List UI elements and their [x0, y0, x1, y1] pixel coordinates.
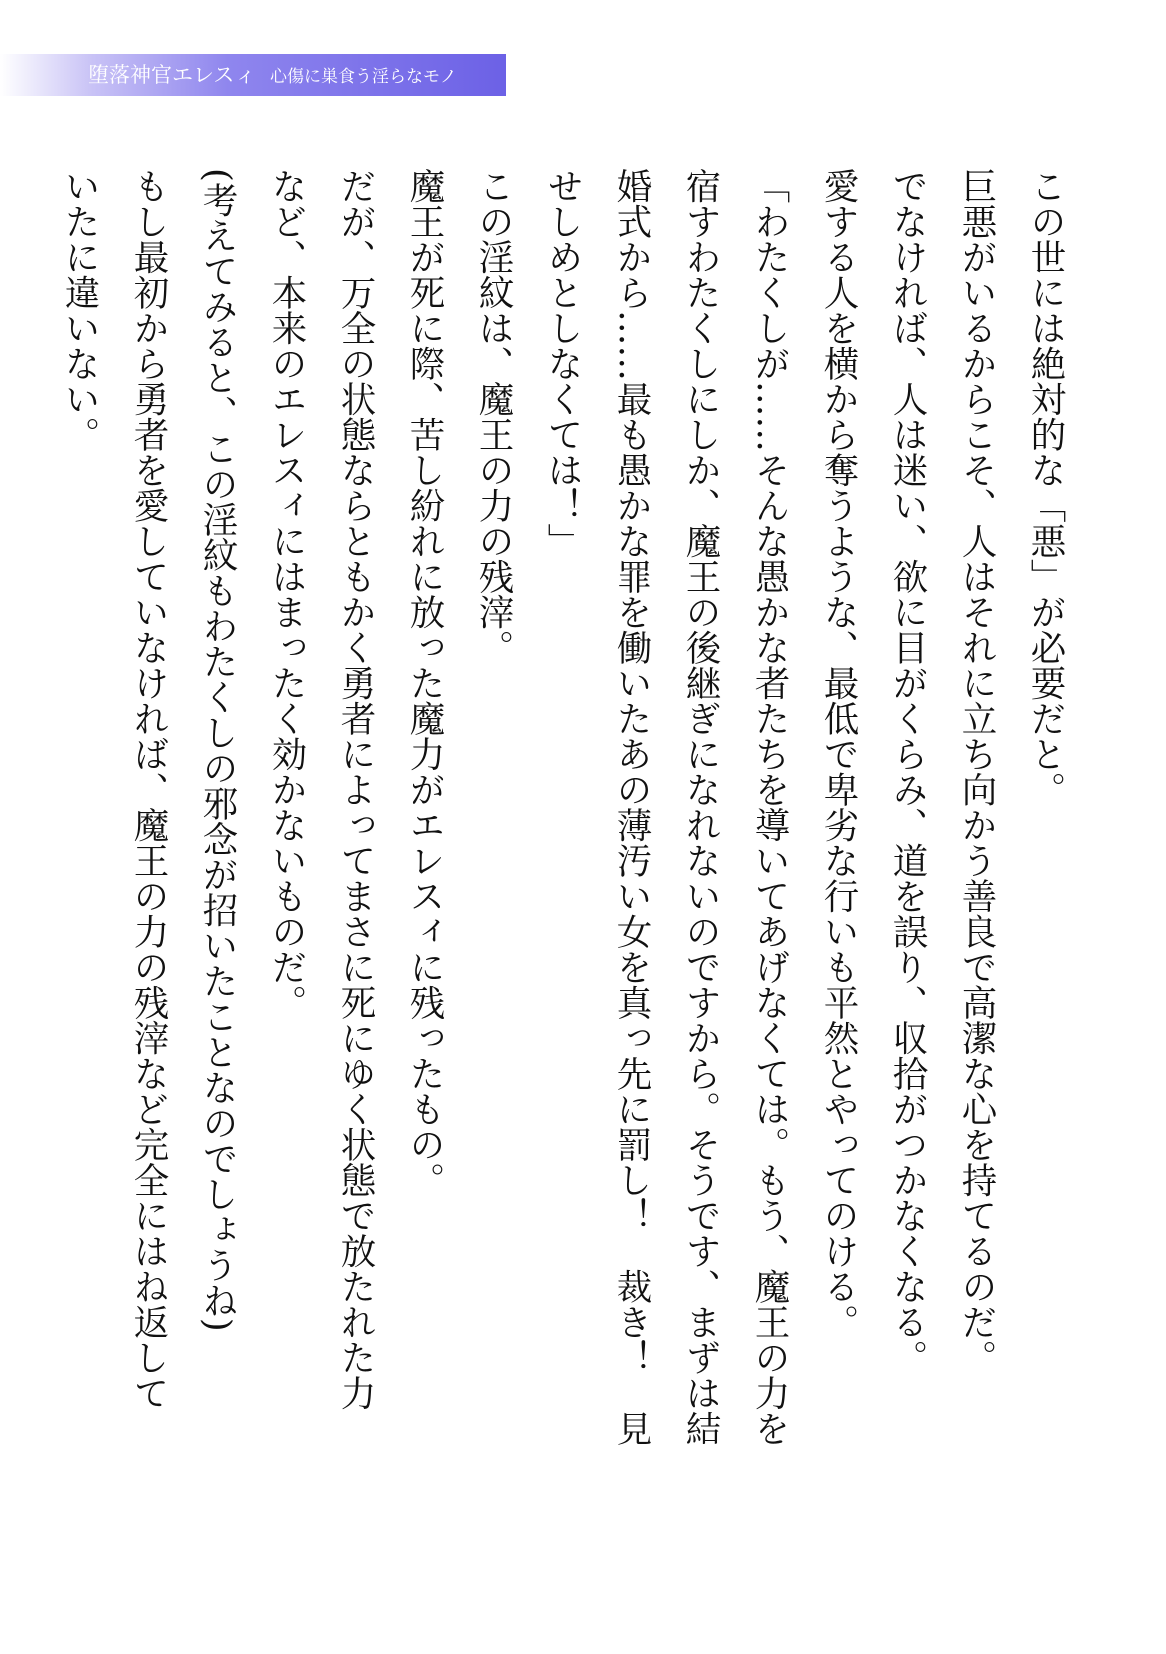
book-title: 堕落神官エレスィ	[88, 63, 256, 87]
chapter-subtitle: 心傷に巣食う淫らなモノ	[270, 67, 457, 87]
text-line: など、本来のエレスィにはまったく効かないものだ。	[266, 168, 307, 1020]
text-line: 「わたくしが……そんな愚かな者たちを導いてあげなくては。もう、魔王の力を	[749, 168, 790, 1446]
text-line: この淫紋は、魔王の力の残滓。	[473, 168, 514, 665]
text-line: 愛する人を横から奪うような、最低で卑劣な行いも平然とやってのける。	[818, 168, 859, 1340]
running-header	[88, 58, 457, 92]
text-line: 婚式から……最も愚かな罪を働いたあの薄汚い女を真っ先に罰し！ 裁き！ 見	[611, 168, 652, 1446]
text-line: 魔王が死に際、苦し紛れに放った魔力がエレスィに残ったもの。	[404, 168, 445, 1198]
text-line: せしめとしなくては！」	[542, 168, 583, 559]
text-line: 宿すわたくしにしか、魔王の後継ぎになれないのですから。そうです、まずは結	[680, 168, 721, 1446]
text-line: 巨悪がいるからこそ、人はそれに立ち向かう善良で高潔な心を持てるのだ。	[956, 168, 997, 1375]
text-line: (考えてみると、この淫紋もわたくしの邪念が招いたことなのでしょうね)	[197, 168, 238, 1332]
vertical-body-text	[45, 168, 1080, 1568]
text-line: この世には絶対的な「悪」が必要だと。	[1025, 168, 1066, 807]
text-line: もし最初から勇者を愛していなければ、魔王の力の残滓など完全にはね返して	[128, 168, 169, 1411]
text-line: でなければ、人は迷い、欲に目がくらみ、道を誤り、収拾がつかなくなる。	[887, 168, 928, 1375]
text-line: いたに違いない。	[59, 168, 100, 452]
text-line: だが、万全の状態ならともかく勇者によってまさに死にゆく状態で放たれた力	[335, 168, 376, 1411]
